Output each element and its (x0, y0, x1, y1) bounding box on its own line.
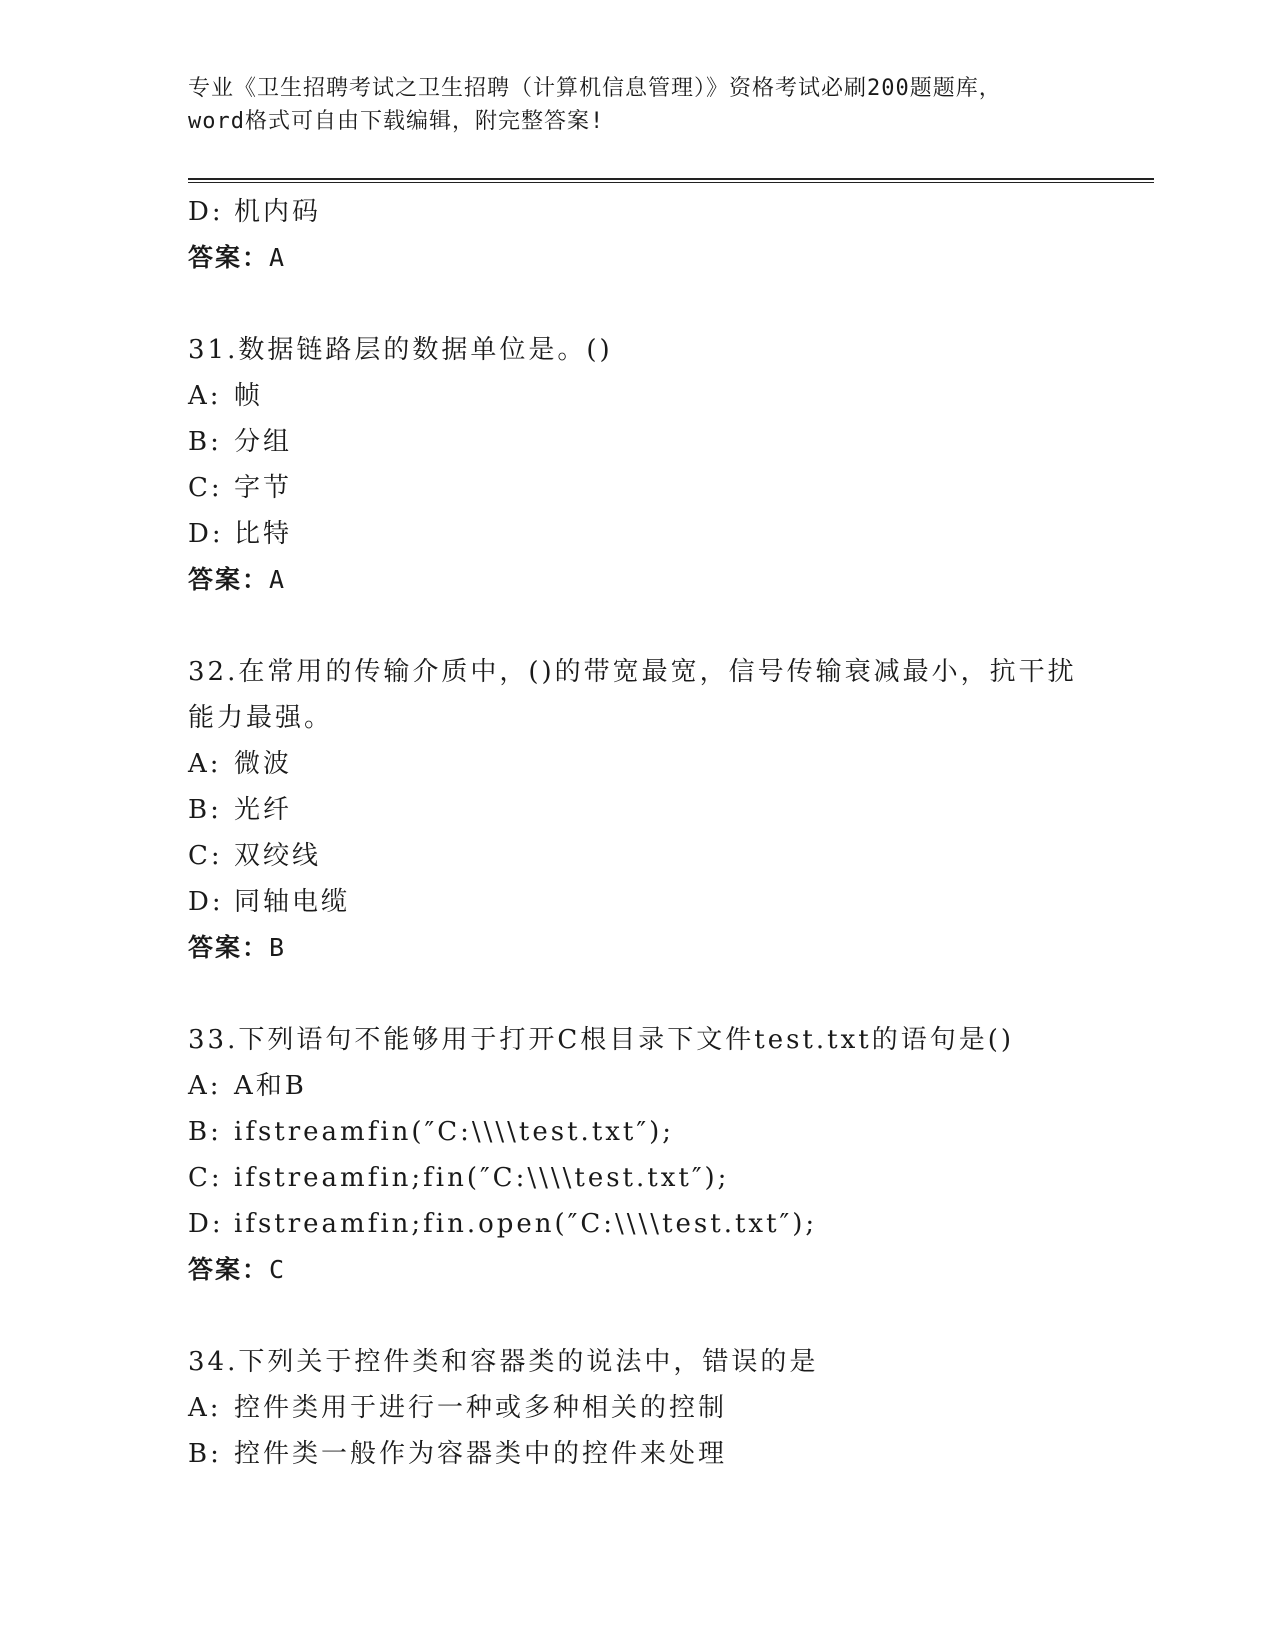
option-label: B: (188, 795, 222, 825)
answer-line (188, 235, 1088, 281)
option-label: C: (188, 1163, 223, 1193)
option-text: 比特 (234, 519, 293, 549)
option-text: 控件类一般作为容器类中的控件来处理 (234, 1439, 728, 1469)
header-divider-thick (188, 178, 1154, 180)
option-label: B: (188, 427, 222, 457)
answer-value: A (269, 243, 287, 272)
option-text: 分组 (234, 427, 293, 457)
option-label: B: (188, 1439, 222, 1469)
answer-label: 答案： (188, 933, 270, 962)
spacer (188, 603, 1088, 649)
question-stem-continued: 能力最强。 (188, 703, 334, 733)
option-label: D: (188, 519, 224, 549)
option-label: A: (188, 381, 222, 411)
option-label: B: (188, 1117, 222, 1147)
option-a (188, 1385, 1088, 1431)
option-label: C: (188, 473, 223, 503)
option-text: ifstreamfin;fin(″C:\\\\test.txt″); (234, 1163, 730, 1193)
option-text: A和B (234, 1071, 307, 1101)
answer-value: A (269, 565, 287, 594)
question-stem: 34.下列关于控件类和容器类的说法中，错误的是 (188, 1347, 819, 1377)
question-stem: 33.下列语句不能够用于打开C根目录下文件test.txt的语句是() (188, 1025, 1014, 1055)
answer-line (188, 925, 1088, 971)
option-text: 同轴电缆 (234, 887, 351, 917)
option-text: 光纤 (234, 795, 293, 825)
spacer (188, 281, 1088, 327)
answer-label: 答案： (188, 1255, 270, 1284)
option-c (188, 465, 1088, 511)
option-d (188, 1201, 1088, 1247)
option-text: 机内码 (234, 197, 322, 227)
option-a (188, 1063, 1088, 1109)
answer-line (188, 557, 1088, 603)
spacer (188, 1293, 1088, 1339)
page-header (188, 72, 1088, 138)
question-stem: 32.在常用的传输介质中，()的带宽最宽，信号传输衰减最小，抗干扰 (188, 657, 1077, 687)
answer-line (188, 1247, 1088, 1293)
option-text: ifstreamfin;fin.open(″C:\\\\test.txt″); (234, 1209, 818, 1239)
option-c (188, 1155, 1088, 1201)
option-c (188, 833, 1088, 879)
option-text: 控件类用于进行一种或多种相关的控制 (234, 1393, 728, 1423)
option-text: 帧 (234, 381, 264, 411)
option-text: ifstreamfin(″C:\\\\test.txt″); (234, 1117, 674, 1147)
option-text: 字节 (234, 473, 293, 503)
option-text: 微波 (234, 749, 293, 779)
option-label: A: (188, 749, 222, 779)
answer-value: B (269, 933, 287, 962)
answer-label: 答案： (188, 565, 270, 594)
option-d (188, 189, 1088, 235)
option-a (188, 373, 1088, 419)
option-b (188, 1109, 1088, 1155)
option-label: D: (188, 887, 224, 917)
question-stem: 31.数据链路层的数据单位是。() (188, 335, 613, 365)
option-b (188, 419, 1088, 465)
option-b (188, 1431, 1088, 1477)
answer-label: 答案： (188, 243, 270, 272)
spacer (188, 971, 1088, 1017)
header-divider-thin (188, 182, 1154, 183)
answer-value: C (269, 1255, 287, 1284)
document-body (188, 189, 1088, 1477)
option-b (188, 787, 1088, 833)
header-line-1: 专业《卫生招聘考试之卫生招聘（计算机信息管理）》资格考试必刷200题题库， (188, 76, 1002, 101)
header-line-2: word格式可自由下载编辑，附完整答案! (188, 109, 605, 134)
option-text: 双绞线 (234, 841, 322, 871)
option-label: D: (188, 1209, 224, 1239)
option-label: D: (188, 197, 224, 227)
option-label: C: (188, 841, 223, 871)
option-label: A: (188, 1393, 222, 1423)
option-label: A: (188, 1071, 222, 1101)
option-d (188, 511, 1088, 557)
option-d (188, 879, 1088, 925)
option-a (188, 741, 1088, 787)
